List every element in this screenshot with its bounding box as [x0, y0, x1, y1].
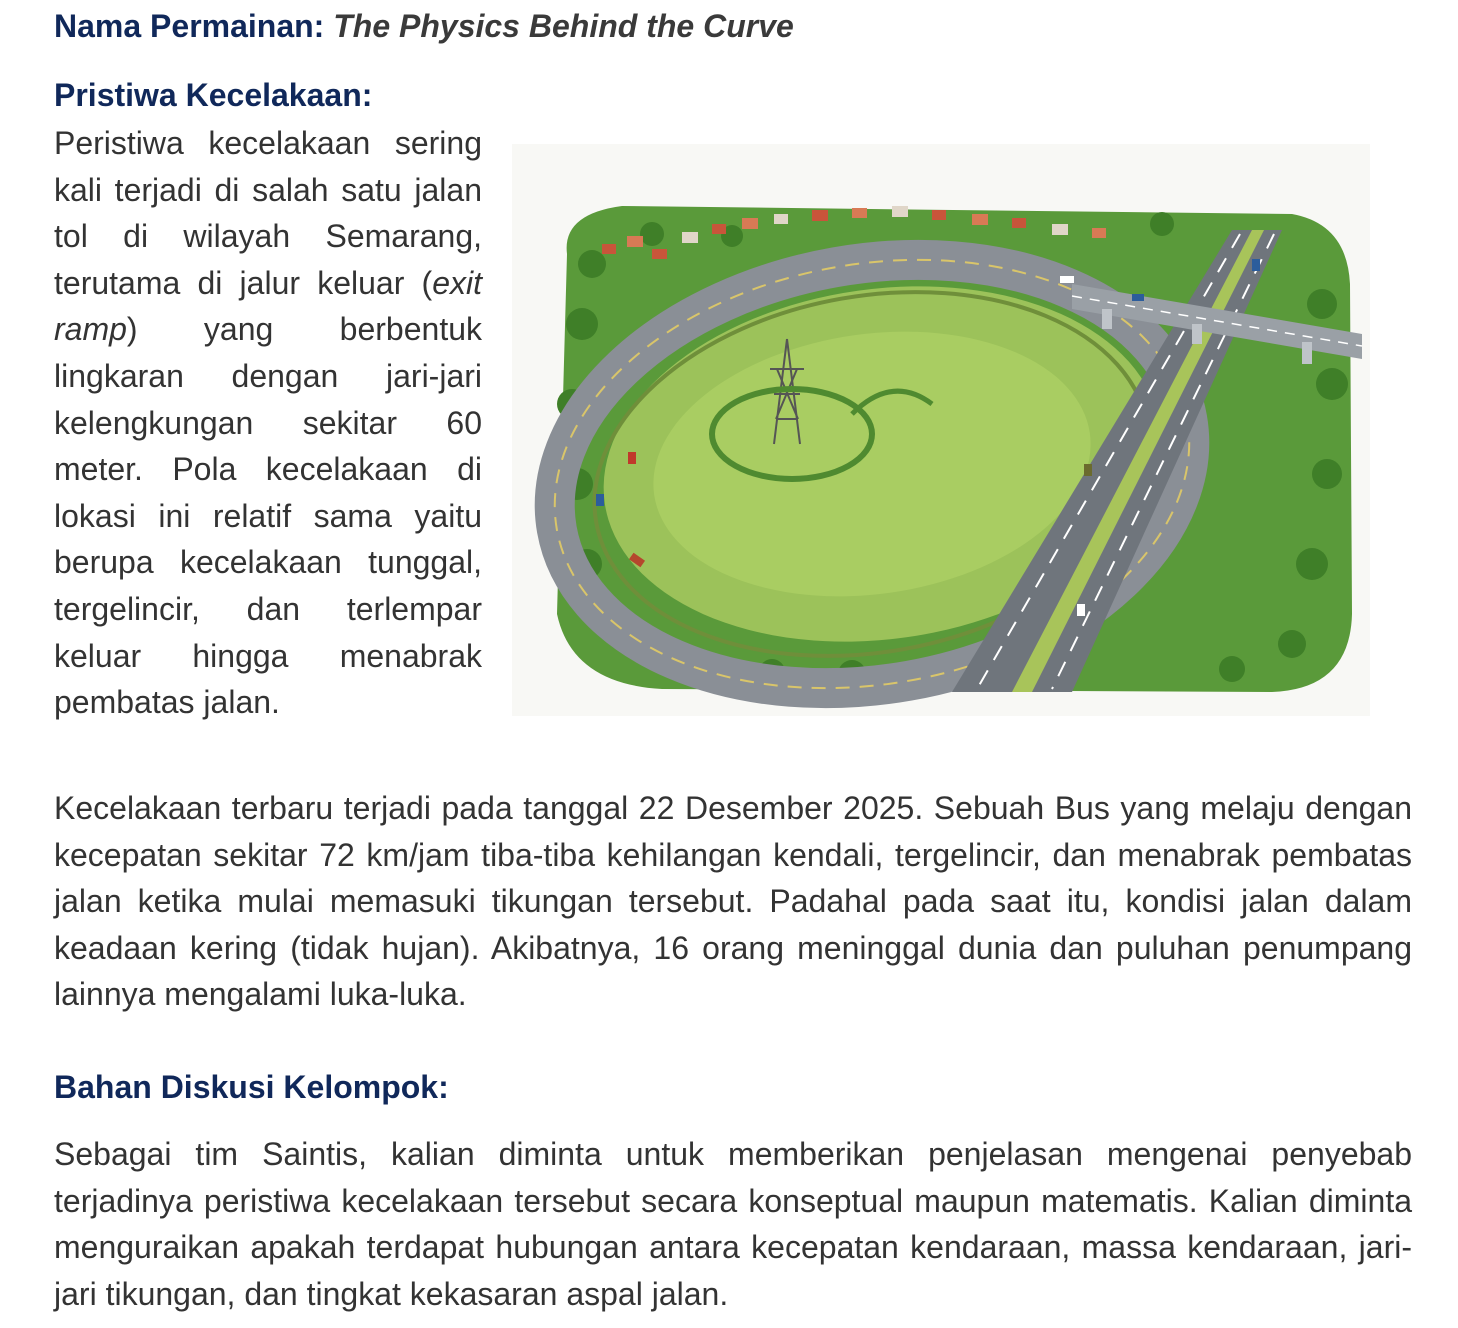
game-name-heading	[54, 6, 794, 46]
incident-text-part1: Peristiwa kecelakaan sering kali terjadi di salah satu jalan tol di wilayah Semarang, terutama di jalur keluar (	[54, 125, 482, 301]
game-name-label: Nama Permainan:	[54, 8, 325, 44]
incident-paragraph	[54, 120, 482, 726]
game-title: The Physics Behind the Curve	[333, 8, 794, 44]
incident-text-part2: ) yang berbentuk lingkaran dengan jari-jari kelengkungan sekitar 60 meter. Pola kecelakaan di lokasi ini relatif sama yaitu berupa kecelakaan tunggal, tergelincir, dan terlempar keluar hingga menabrak pembatas jalan.	[54, 311, 482, 721]
discussion-paragraph: Sebagai tim Saintis, kalian diminta untuk memberikan penjelasan mengenai penyebab terjadinya peristiwa kecelakaan tersebut secara konseptual maupun matematis. Kalian diminta menguraikan apakah terdapat hubungan antara kecepatan kendaraan, massa kendaraan, jari-jari tikungan, dan tingkat kekasaran aspal jalan.	[54, 1136, 1412, 1312]
highway-interchange-illustration	[512, 144, 1370, 716]
discussion-heading: Bahan Diskusi Kelompok:	[54, 1069, 449, 1105]
latest-accident-paragraph: Kecelakaan terbaru terjadi pada tanggal 22 Desember 2025. Sebuah Bus yang melaju dengan kecepatan sekitar 72 km/jam tiba-tiba kehilangan kendali, tergelincir, dan menabrak pembatas jalan ketika mulai memasuki tikungan tersebut. Padahal pada saat itu, kondisi jalan dalam keadaan kering (tidak hujan). Akibatnya, 16 orang meninggal dunia dan puluhan penumpang lainnya mengalami luka-luka.	[54, 790, 1412, 1012]
exit-ramp-term: exit ramp	[54, 264, 482, 348]
incident-heading: Pristiwa Kecelakaan:	[54, 77, 373, 113]
